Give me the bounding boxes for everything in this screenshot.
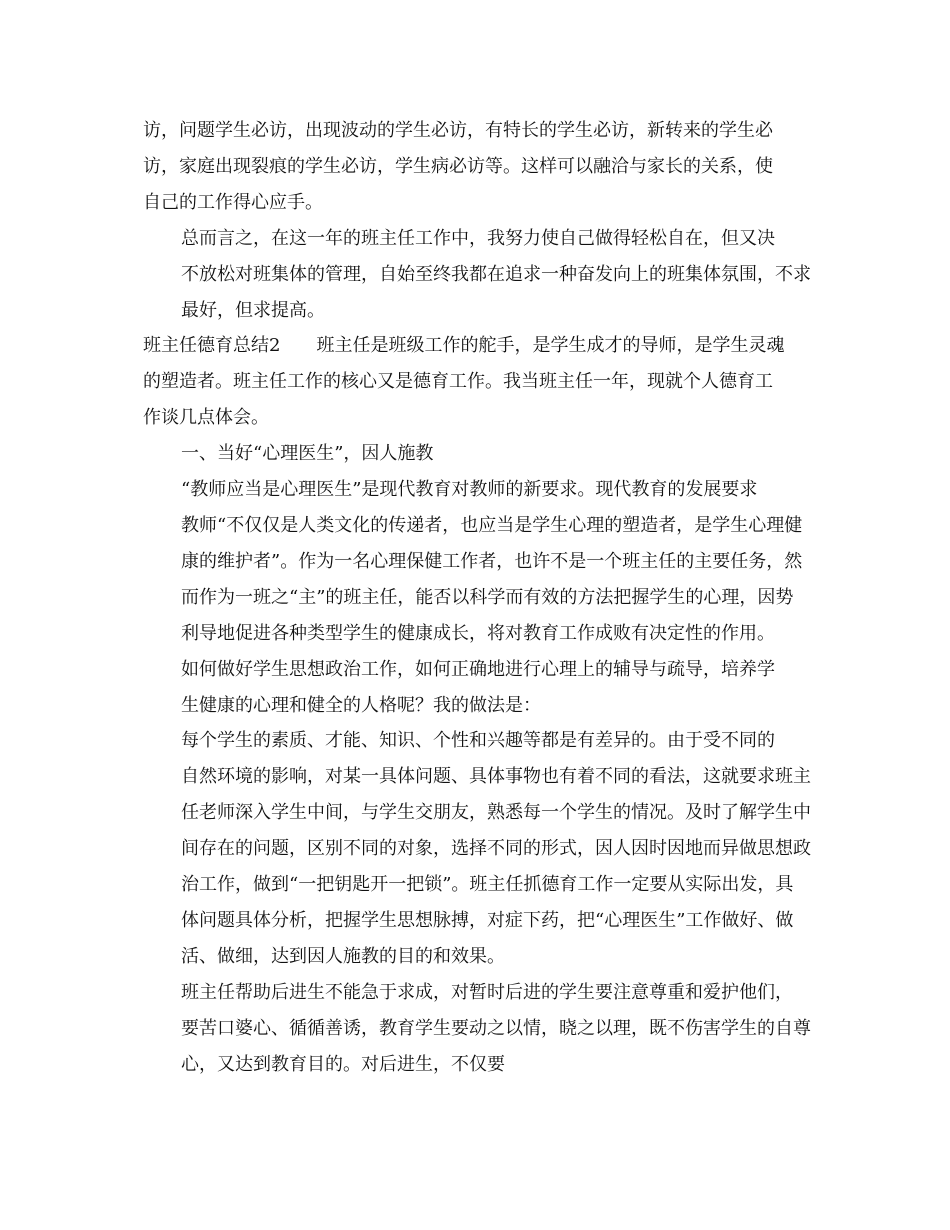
text-line: 体问题具体分析，把握学生思想脉搏，对症下药，把“心理医生”工作做好、做 (181, 909, 794, 931)
text-line: 不放松对班集体的管理，自始至终我都在追求一种奋发向上的班集体氛围，不求 (181, 263, 811, 285)
text-line: 自己的工作得心应手。 (143, 191, 323, 213)
text-line: 最好，但求提高。 (181, 299, 325, 321)
text-line: 自然环境的影响，对某一具体问题、具体事物也有着不同的看法，这就要求班主 (181, 766, 811, 788)
text-line: 生健康的心理和健全的人格呢？我的做法是： (181, 694, 541, 716)
text-line: “教师应当是心理医生”是现代教育对教师的新要求。现代教育的发展要求 (181, 479, 758, 501)
text-line: 教师“不仅仅是人类文化的传递者，也应当是学生心理的塑造者，是学生心理健 (181, 514, 803, 536)
text-line: 每个学生的素质、才能、知识、个性和兴趣等都是有差异的。由于受不同的 (181, 730, 775, 752)
paragraph (143, 221, 815, 329)
text-line: 而作为一班之“主”的班主任，能否以科学而有效的方法把握学生的心理，因势 (181, 586, 794, 608)
paragraph (143, 723, 815, 974)
text-line: 心，又达到教育目的。对后进生，不仅要 (181, 1053, 505, 1075)
text-line: 活、做细，达到因人施教的目的和效果。 (181, 945, 505, 967)
paragraph (143, 652, 815, 724)
paragraph (143, 328, 815, 436)
text-line: 访，家庭出现裂痕的学生必访，学生病必访等。这样可以融洽与家长的关系，使 (143, 155, 773, 177)
text-line: 康的维护者”。作为一名心理保健工作者，也许不是一个班主任的主要任务，然 (181, 550, 803, 572)
text-line: 的塑造者。班主任工作的核心又是德育工作。我当班主任一年，现就个人德育工 (143, 371, 773, 393)
text-line: 要苦口婆心、循循善诱，教育学生要动之以情，晓之以理，既不伤害学生的自尊 (181, 1017, 811, 1039)
paragraph (143, 472, 815, 652)
text-line: 访，问题学生必访，出现波动的学生必访，有特长的学生必访，新转来的学生必 (143, 120, 773, 141)
paragraph (143, 975, 815, 1083)
text-line: 作谈几点体会。 (143, 407, 269, 429)
text-line: 总而言之，在这一年的班主任工作中，我努力使自己做得轻松自在，但又决 (181, 227, 775, 249)
text-line: 班主任德育总结2 班主任是班级工作的舵手，是学生成才的导师，是学生灵魂 (143, 335, 785, 357)
text-line: 治工作，做到“一把钥匙开一把锁”。班主任抓德育工作一定要从实际出发，具 (181, 874, 794, 896)
text-line: 任老师深入学生中间，与学生交朋友，熟悉每一个学生的情况。及时了解学生中 (181, 802, 811, 824)
text-line: 如何做好学生思想政治工作，如何正确地进行心理上的辅导与疏导，培养学 (181, 658, 775, 680)
paragraph (143, 113, 815, 221)
paragraph (143, 436, 815, 472)
text-line: 利导地促进各种类型学生的健康成长，将对教育工作成败有决定性的作用。 (181, 622, 775, 644)
text-line: 间存在的问题，区别不同的对象，选择不同的形式，因人因时因地而异做思想政 (181, 838, 811, 860)
text-line: 班主任帮助后进生不能急于求成，对暂时后进的学生要注意尊重和爱护他们， (181, 981, 793, 1003)
text-line: 一、当好“心理医生”，因人施教 (181, 443, 434, 465)
document-body (143, 113, 815, 1082)
